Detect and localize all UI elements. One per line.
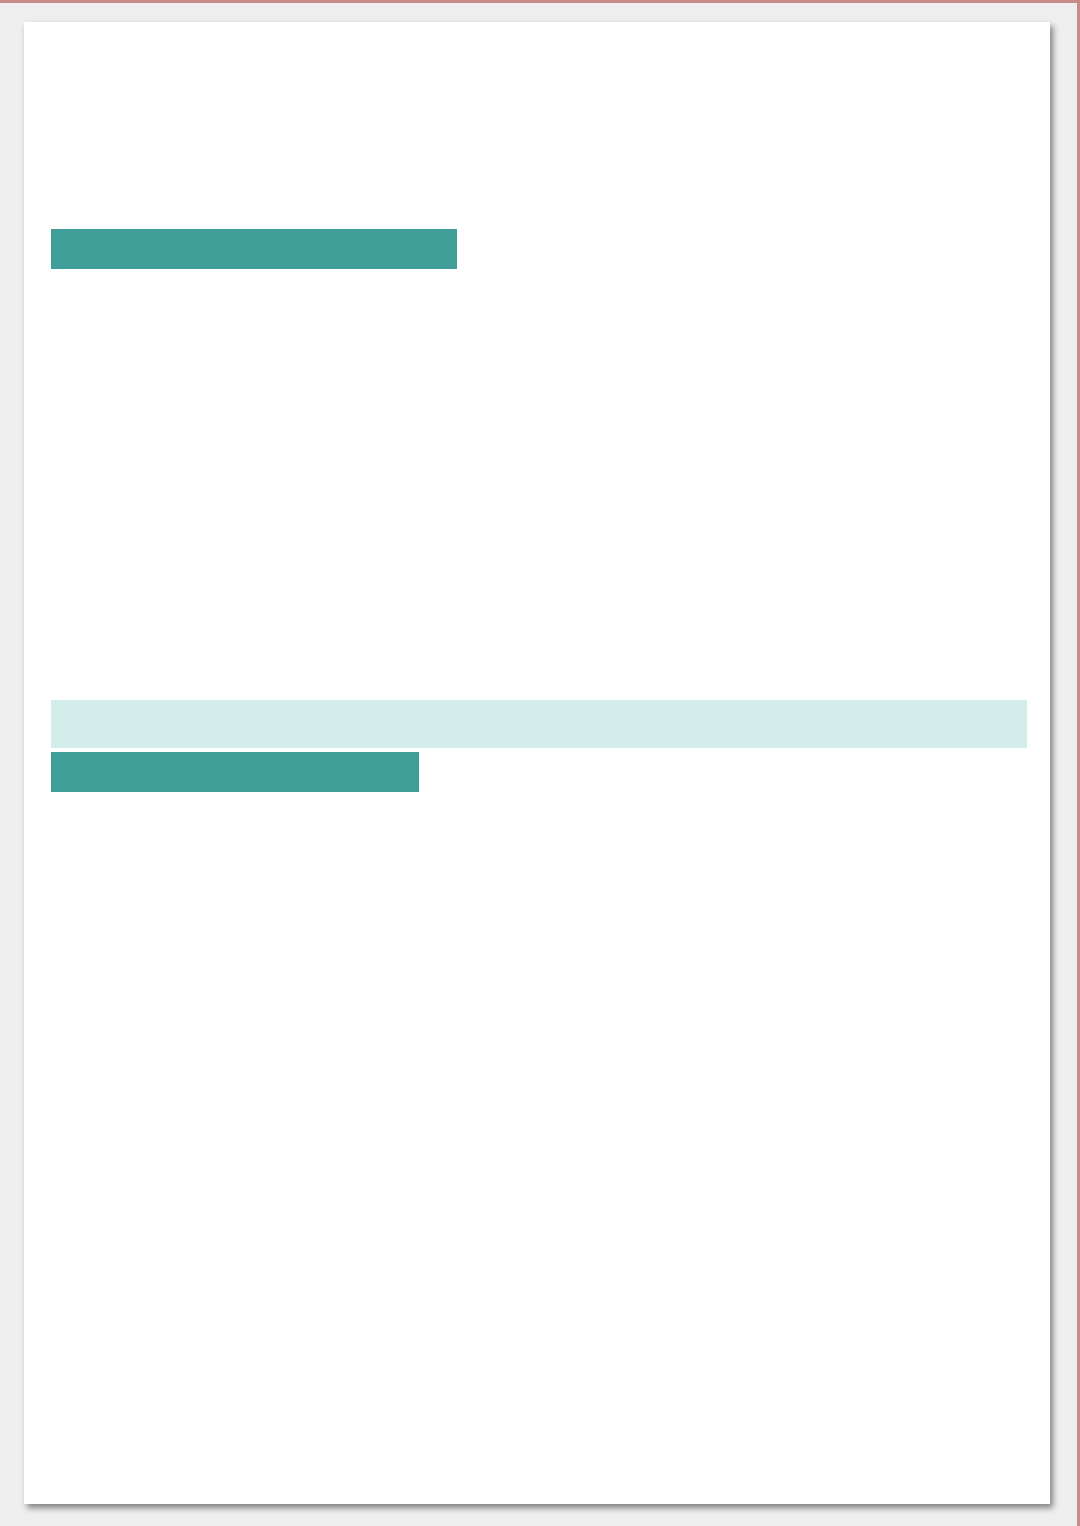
- document-page: [24, 22, 1050, 1504]
- lesson-header: [51, 700, 1027, 748]
- section-banner-key-questions: [51, 229, 457, 269]
- top-border: [0, 0, 1080, 3]
- section-banner-core-points: [51, 752, 419, 792]
